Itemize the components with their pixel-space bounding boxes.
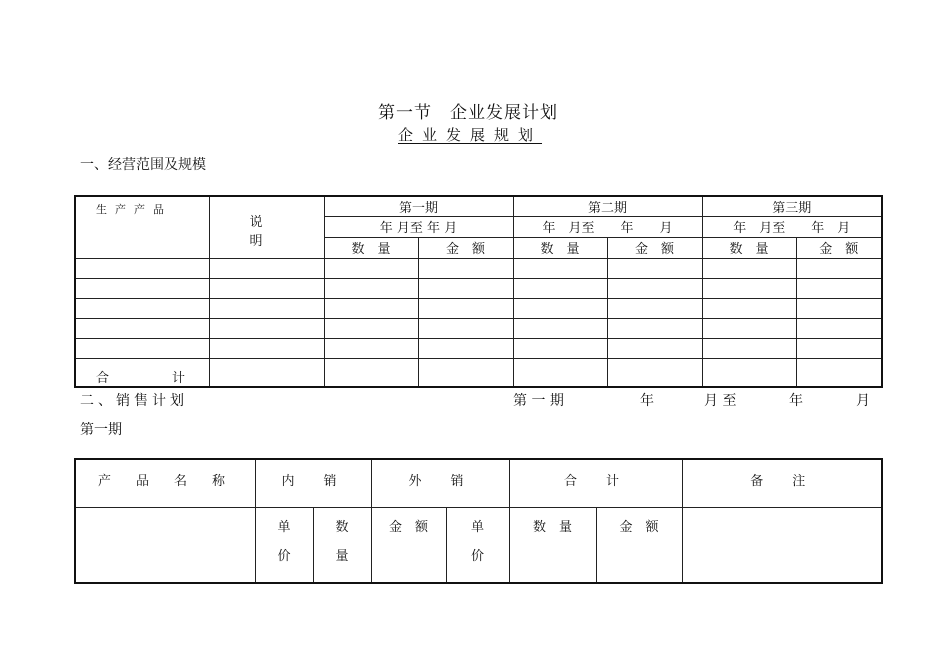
sub-qty: 数 量 — [313, 507, 371, 583]
part2-year-2: 年 — [789, 393, 803, 409]
header-period-3: 第三期 — [702, 196, 882, 217]
table-row — [75, 339, 882, 359]
part2-month-to: 月 至 — [704, 393, 737, 409]
header-product: 生产产品 — [75, 196, 209, 259]
range-period-3: 年 月至 年 月 — [702, 217, 882, 237]
section-title: 第一节 企业发展计划 — [378, 103, 558, 123]
sub-unit-price: 单 价 — [255, 507, 313, 583]
table-row — [75, 259, 882, 279]
table-row — [75, 279, 882, 299]
part1-heading: 一、经营范围及规模 — [80, 157, 206, 173]
remark-cell — [682, 507, 882, 583]
sub-qty-1: 数 量 — [324, 237, 418, 258]
part2-period-label: 第一期 — [80, 422, 122, 438]
sub-amount-3: 金 额 — [796, 237, 882, 258]
sales-table — [74, 458, 883, 584]
scale-table — [74, 195, 883, 388]
sub-qty-3: 数 量 — [702, 237, 796, 258]
sub-amount-total: 金 额 — [596, 507, 682, 583]
table-row — [75, 319, 882, 339]
header-domestic: 内 销 — [255, 459, 371, 507]
range-period-1: 年 月至 年 月 — [324, 217, 513, 237]
table-row — [75, 299, 882, 319]
part2-month: 月 — [856, 393, 870, 409]
sub-amount-1: 金 额 — [418, 237, 513, 258]
part2-year-1: 年 — [640, 393, 654, 409]
header-total: 合 计 — [509, 459, 682, 507]
plan-title: 企业发展规划 — [398, 126, 543, 144]
sub-amount: 金 额 — [371, 507, 446, 583]
sub-unit-price-export: 单 价 — [446, 507, 509, 583]
sub-amount-2: 金 额 — [607, 237, 702, 258]
header-period-2: 第二期 — [513, 196, 702, 217]
sub-qty-total: 数 量 — [509, 507, 596, 583]
range-period-2: 年 月至 年 月 — [513, 217, 702, 237]
part2-heading: 二、销售计划 — [80, 393, 188, 409]
header-export: 外 销 — [371, 459, 509, 507]
part2-period: 第 一 期 — [513, 393, 564, 409]
header-remark: 备 注 — [682, 459, 882, 507]
total-label: 合 计 — [75, 359, 209, 388]
total-row — [75, 359, 882, 388]
header-product-name: 产 品 名 称 — [75, 459, 255, 507]
header-desc: 说 明 — [209, 196, 324, 259]
product-name-cell — [75, 507, 255, 583]
sub-qty-2: 数 量 — [513, 237, 607, 258]
header-period-1: 第一期 — [324, 196, 513, 217]
